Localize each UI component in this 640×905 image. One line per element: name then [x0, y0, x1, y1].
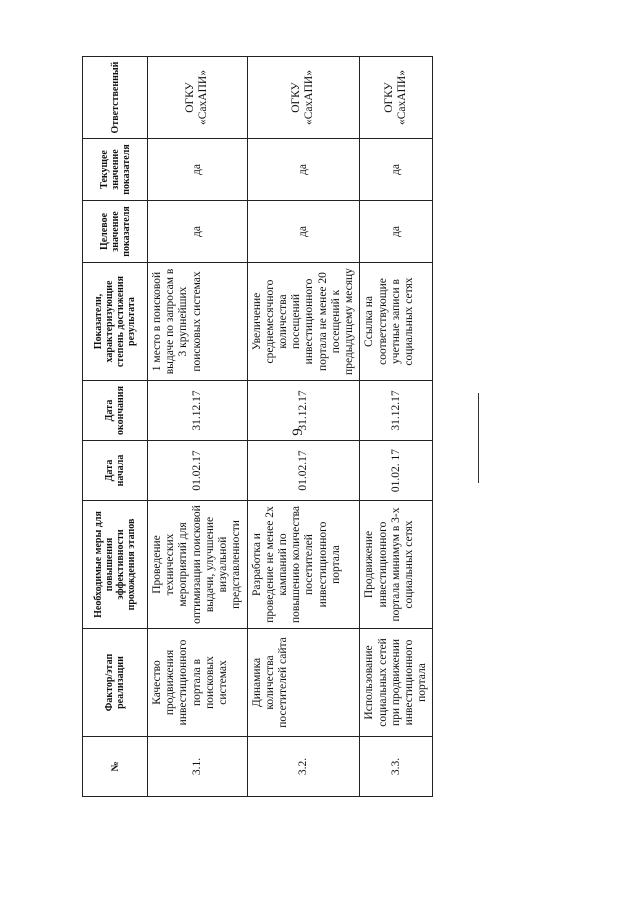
row-measures: Продвижение инвестиционного портала минимум в 3-х социальных сетях [360, 501, 433, 629]
header-indicator: Показатели, характеризующие степень достижения результата [83, 263, 148, 381]
row-current-value: да [148, 139, 248, 201]
header-row [83, 57, 148, 797]
row-measures: Разработка и проведение не менее 2х кампаний по повышению количества посетителей инвестиционного портала [247, 501, 360, 629]
header-end-date: Дата окончания [83, 381, 148, 441]
row-target-value: да [148, 201, 248, 263]
table-row [360, 57, 433, 797]
row-factor: Динамика количества посетителей сайта [247, 629, 360, 737]
row-start-date: 01.02. 17 [360, 441, 433, 501]
row-responsible: ОГКУ «СахАПИ» [247, 57, 360, 139]
row-end-date: 31.12.17 [247, 381, 360, 441]
row-indicator: 1 место в поисковой выдаче по запросам в 3 крупнейших поисковых системах [148, 263, 248, 381]
row-responsible: ОГКУ «СахАПИ» [148, 57, 248, 139]
row-current-value: да [360, 139, 433, 201]
row-start-date: 01.02.17 [247, 441, 360, 501]
row-responsible: ОГКУ «СахАПИ» [360, 57, 433, 139]
header-responsible: Ответственный [83, 57, 148, 139]
row-number: 3.1. [148, 737, 248, 797]
row-end-date: 31.12.17 [360, 381, 433, 441]
measures-table [82, 56, 433, 797]
separator-line [478, 393, 479, 483]
header-factor: Фактор/этап реализации [83, 629, 148, 737]
row-start-date: 01.02.17 [148, 441, 248, 501]
row-end-date: 31.12.17 [148, 381, 248, 441]
row-indicator: Ссылка на соответствующие учетные записи в социальных сетях [360, 263, 433, 381]
header-no: № [83, 737, 148, 797]
row-measures: Проведение технических мероприятий для оптимизации поисковой выдачи, улучшение визуальной представленности [148, 501, 248, 629]
header-current-value: Текущее значение показателя [83, 139, 148, 201]
row-number: 3.2. [247, 737, 360, 797]
row-indicator: Увеличение среднемесячного количества посещений инвестиционного портала не менее 20 посещений к предыдущему месяцу [247, 263, 360, 381]
header-measures: Необходимые меры для повышения эффективности прохождения этапов [83, 501, 148, 629]
table-row [247, 57, 360, 797]
header-target-value: Целевое значение показателя [83, 201, 148, 263]
row-target-value: да [247, 201, 360, 263]
row-target-value: да [360, 201, 433, 263]
page-number: 9 [289, 428, 306, 436]
row-current-value: да [247, 139, 360, 201]
row-factor: Качество продвижения инвестиционного портала в поисковых системах [148, 629, 248, 737]
table-row [148, 57, 248, 797]
table-container [82, 57, 429, 797]
header-start-date: Дата начала [83, 441, 148, 501]
row-number: 3.3. [360, 737, 433, 797]
row-factor: Использование социальных сетей при продвижении инвестиционного портала [360, 629, 433, 737]
